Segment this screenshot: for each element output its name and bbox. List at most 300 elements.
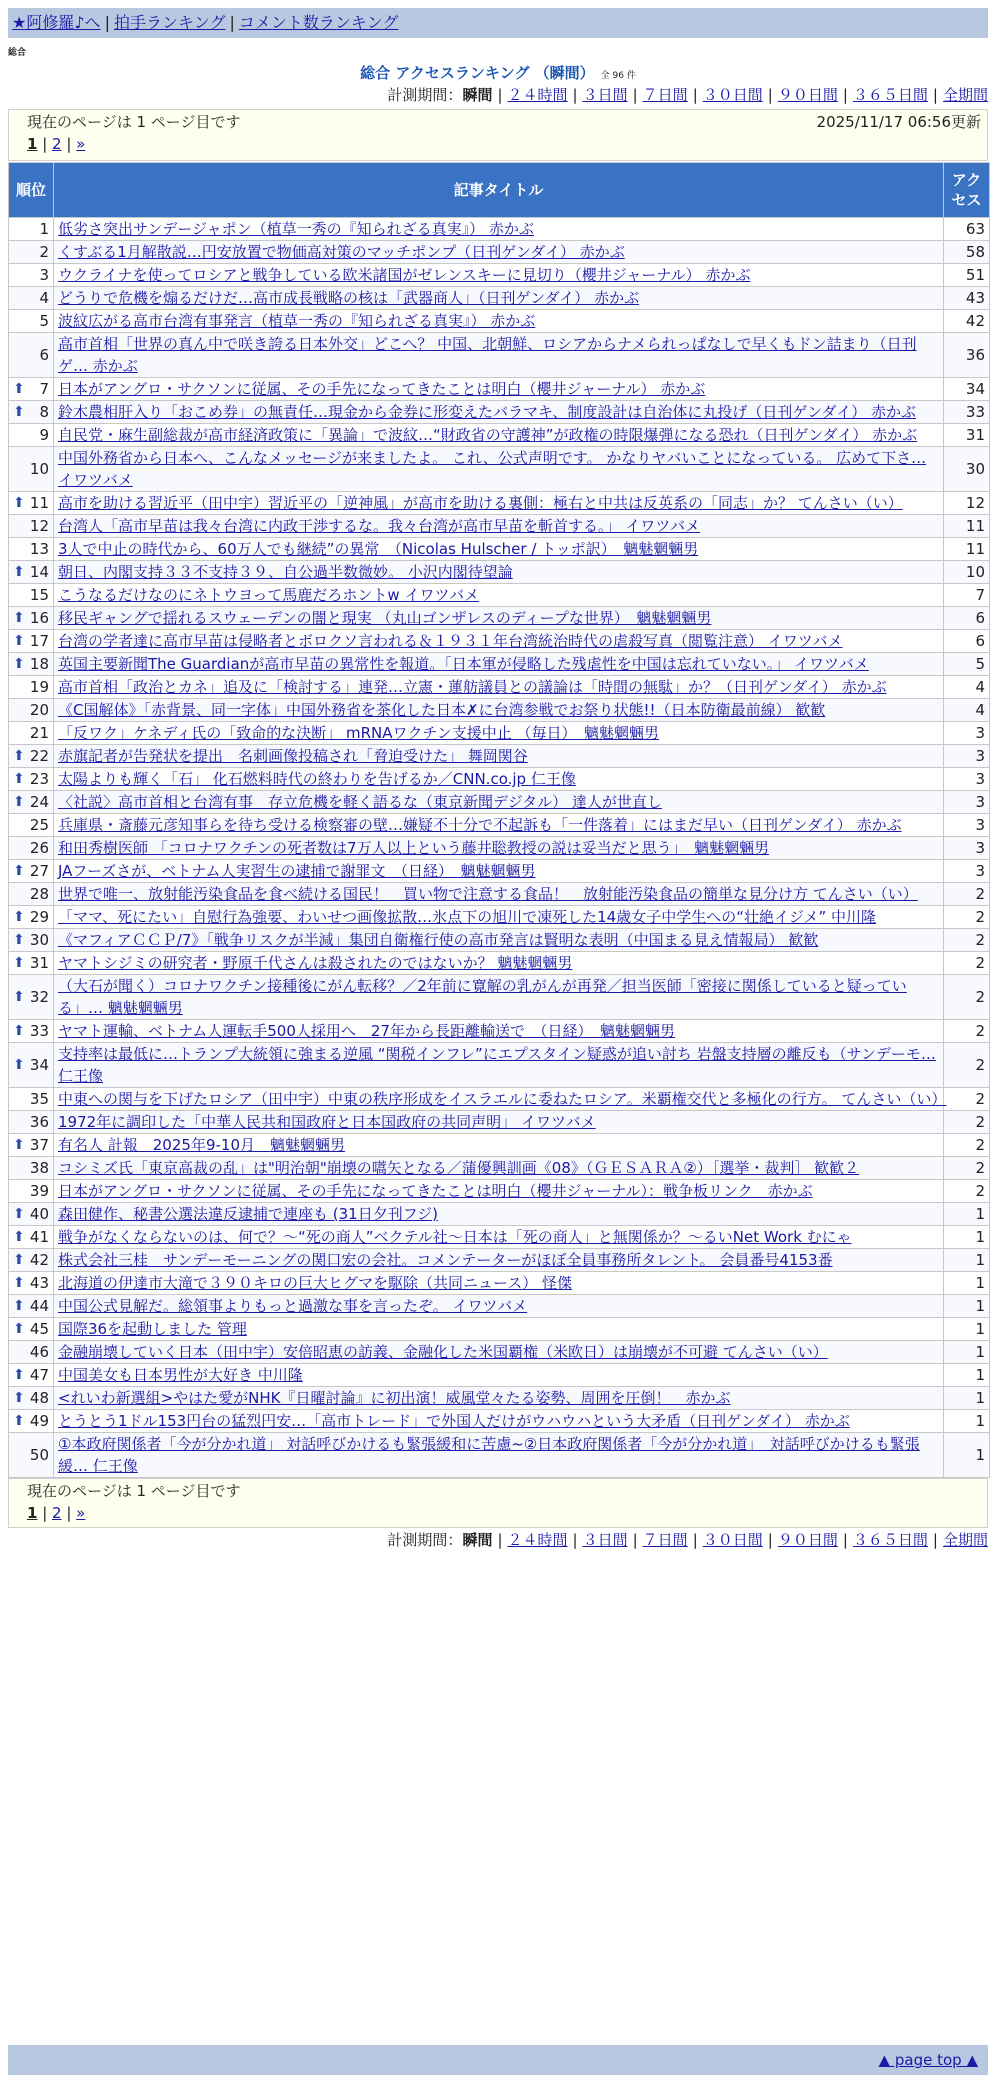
table-row	[9, 883, 990, 906]
table-row	[9, 676, 990, 699]
up-arrow-icon: ⬆	[13, 863, 25, 879]
article-link[interactable]: 赤旗記者が告発状を提出 名刺画像投稿され「脅迫受けた」 舞岡関谷	[58, 747, 528, 765]
nav-separator: |	[229, 13, 235, 32]
period-current: 瞬間	[462, 86, 493, 104]
title-cell	[54, 1020, 944, 1043]
rank-cell	[9, 378, 54, 401]
rank-cell	[9, 653, 54, 676]
article-link[interactable]: 波紋広がる高市台湾有事発言（植草一秀の『知られざる真実』） 赤かぶ	[58, 312, 536, 330]
access-count: 5	[944, 653, 990, 676]
title-header: 記事タイトル	[54, 163, 944, 218]
up-arrow-icon: ⬆	[13, 1057, 25, 1073]
access-count: 4	[944, 676, 990, 699]
access-count: 3	[944, 722, 990, 745]
rank-number: 14	[29, 563, 49, 581]
title-cell	[54, 264, 944, 287]
title-cell	[54, 447, 944, 492]
table-row	[9, 1180, 990, 1203]
rank-cell	[9, 1088, 54, 1111]
table-row	[9, 1157, 990, 1180]
article-link[interactable]: とうとう1ドル153円台の猛烈円安…「高市トレード」で外国人だけがウハウハという大矛盾（日刊ゲンダイ） 赤かぶ	[58, 1412, 850, 1430]
rank-number: 22	[29, 747, 49, 765]
table-row	[9, 424, 990, 447]
page-info-bottom	[8, 1478, 988, 1528]
article-link[interactable]: 朝日、内閣支持３３不支持３９、自公過半数微妙。 小沢内閣待望論	[58, 563, 513, 581]
title-cell	[54, 561, 944, 584]
article-link[interactable]: 森田健作、秘書公選法違反逮捕で連座も (31日夕刊フジ)	[58, 1205, 438, 1223]
table-row	[9, 378, 990, 401]
table-row	[9, 699, 990, 722]
access-count: 2	[944, 1111, 990, 1134]
rank-number: 6	[39, 346, 49, 364]
article-link[interactable]: ヤマト運輸、ベトナム人運転手500人採用へ 27年から長距離輸送で （日経） 魑魅魍魎男	[58, 1022, 675, 1040]
title-cell	[54, 515, 944, 538]
rank-cell	[9, 515, 54, 538]
rank-number: 33	[29, 1022, 49, 1040]
article-link[interactable]: 〈社説〉高市首相と台湾有事 存立危機を軽く語るな（東京新聞デジタル） 達人が世直し	[58, 793, 662, 811]
rank-header: 順位	[9, 163, 54, 218]
rank-cell	[9, 1180, 54, 1203]
title-cell	[54, 333, 944, 378]
table-row	[9, 1203, 990, 1226]
access-count: 1	[944, 1295, 990, 1318]
article-link[interactable]: 「反ワク」ケネディ氏の「致命的な決断」 mRNAワクチン支援中止 （毎日） 魑魅魍魎男	[58, 724, 660, 742]
access-count: 30	[944, 447, 990, 492]
up-arrow-icon: ⬆	[13, 1229, 25, 1245]
pager-next[interactable]: »	[76, 1504, 86, 1522]
article-link[interactable]: 3人で中止の時代から、60万人でも継続”の異常 （Nicolas Hulscher / トッポ訳） 魑魅魍魎男	[58, 540, 699, 558]
access-count: 12	[944, 492, 990, 515]
article-link[interactable]: JAフーズさが、ベトナム人実習生の逮捕で謝罪文 （日経） 魑魅魍魎男	[58, 862, 536, 880]
rank-number: 31	[29, 954, 49, 972]
rank-number: 39	[29, 1182, 49, 1200]
title-cell	[54, 906, 944, 929]
up-arrow-icon: ⬆	[13, 656, 25, 672]
article-link[interactable]: 日本がアングロ・サクソンに従属、その手先になってきたことは明白（櫻井ジャーナル） 赤かぶ	[58, 380, 706, 398]
rank-number: 29	[29, 908, 49, 926]
title-cell	[54, 952, 944, 975]
article-link[interactable]: 高市を助ける習近平（田中宇）習近平の「逆神風」が高市を助ける裏側：極右と中共は反英系の「同志」か？ てんさい（い）	[58, 494, 903, 512]
table-header-row	[9, 163, 990, 218]
rank-number: 42	[29, 1251, 49, 1269]
table-row	[9, 906, 990, 929]
access-count: 2	[944, 929, 990, 952]
title-cell	[54, 768, 944, 791]
table-row	[9, 860, 990, 883]
top-nav	[8, 8, 988, 38]
pager-current: 1	[27, 135, 38, 153]
article-link[interactable]: 中国公式見解だ。総領事よりもっと過激な事を言ったぞ。 イワツバメ	[58, 1297, 528, 1315]
article-link[interactable]: 日本がアングロ・サクソンに従属、その手先になってきたことは明白（櫻井ジャーナル）：戦争板リンク 赤かぶ	[58, 1182, 813, 1200]
period-link[interactable]: ７日間	[642, 86, 688, 104]
period-link[interactable]: 全期間	[942, 1531, 988, 1549]
period-link[interactable]: ２４時間	[507, 1531, 568, 1549]
rank-number: 41	[29, 1228, 49, 1246]
rank-number: 45	[29, 1320, 49, 1338]
article-link[interactable]: 支持率は最低に…トランプ大統領に強まる逆風 “関税インフレ”にエプスタイン疑惑が追い討ち 岩盤支持層の離反も（サンデーモ… 仁王像	[58, 1045, 936, 1085]
rank-cell	[9, 1272, 54, 1295]
rank-number: 50	[29, 1446, 49, 1464]
rank-cell	[9, 676, 54, 699]
article-link[interactable]: ①本政府関係者「今が分かれ道」 対話呼びかけるも緊張緩和に苦慮~②日本政府関係者「今が分かれ道」 対話呼びかけるも緊張緩… 仁王像	[58, 1435, 920, 1475]
rank-number: 9	[39, 426, 49, 444]
rank-number: 27	[29, 862, 49, 880]
title-cell	[54, 1318, 944, 1341]
rank-cell	[9, 883, 54, 906]
rank-number: 3	[39, 266, 49, 284]
article-link[interactable]: 《C国解体》「赤背景、同一字体」中国外務省を茶化した日本✗に台湾参戦でお祭り状態!!（日本防衛最前線） 歓歓	[58, 701, 826, 719]
table-row	[9, 1134, 990, 1157]
title-cell	[54, 1364, 944, 1387]
table-row	[9, 722, 990, 745]
period-separator: |	[692, 1531, 698, 1549]
table-row	[9, 1341, 990, 1364]
pager	[27, 1502, 969, 1524]
access-count: 2	[944, 1088, 990, 1111]
up-arrow-icon: ⬆	[13, 932, 25, 948]
access-count: 2	[944, 1134, 990, 1157]
period-separator: |	[767, 1531, 773, 1549]
rank-cell	[9, 1111, 54, 1134]
rank-number: 49	[29, 1412, 49, 1430]
access-header: アクセス	[944, 163, 990, 218]
up-arrow-icon: ⬆	[13, 1413, 25, 1429]
table-row	[9, 401, 990, 424]
table-row	[9, 975, 990, 1020]
up-arrow-icon: ⬆	[13, 633, 25, 649]
table-row	[9, 768, 990, 791]
rank-number: 5	[39, 312, 49, 330]
article-link[interactable]: 国際36を起動しました 管理	[58, 1320, 247, 1338]
access-count: 3	[944, 837, 990, 860]
article-link[interactable]: 和田秀樹医師 「コロナワクチンの死者数は7万人以上という藤井聡教授の説は妥当だと思う」 魑魅魍魎男	[58, 839, 770, 857]
title-cell	[54, 653, 944, 676]
article-link[interactable]: 中国美女も日本男性が大好き 中川隆	[58, 1366, 303, 1384]
article-link[interactable]: 低劣さ突出サンデージャポン（植草一秀の『知られざる真実』） 赤かぶ	[58, 220, 534, 238]
rank-cell	[9, 1295, 54, 1318]
period-separator: |	[572, 86, 578, 104]
rank-cell	[9, 906, 54, 929]
article-link[interactable]: 株式会社三桂 サンデーモーニングの関口宏の会社。コメンテーターがほぼ全員事務所タレント。 会員番号4153番	[58, 1251, 833, 1269]
pager-separator: |	[61, 1504, 77, 1522]
pager-next[interactable]: »	[76, 135, 86, 153]
rank-cell	[9, 1020, 54, 1043]
rank-number: 4	[39, 289, 49, 307]
pager-link[interactable]: 2	[52, 1504, 62, 1522]
rank-cell	[9, 424, 54, 447]
up-arrow-icon: ⬆	[13, 1252, 25, 1268]
rank-cell	[9, 1203, 54, 1226]
rank-number: 43	[29, 1274, 49, 1292]
access-count: 2	[944, 1020, 990, 1043]
article-link[interactable]: 1972年に調印した「中華人民共和国政府と日本国政府の共同声明」 イワツバメ	[58, 1113, 596, 1131]
up-arrow-icon: ⬆	[13, 564, 25, 580]
access-count: 1	[944, 1226, 990, 1249]
access-count: 3	[944, 768, 990, 791]
current-page-text: 現在のページは 1 ページ目です	[27, 113, 241, 131]
table-row	[9, 1272, 990, 1295]
rank-cell	[9, 1410, 54, 1433]
clap-ranking-link[interactable]: 拍手ランキング	[113, 13, 226, 32]
period-separator: |	[572, 1531, 578, 1549]
table-row	[9, 653, 990, 676]
access-count: 33	[944, 401, 990, 424]
title-cell	[54, 607, 944, 630]
title-cell	[54, 492, 944, 515]
article-link[interactable]: 自民党・麻生副総裁が高市経済政策に「異論」で波紋…“財政省の守護神”が政権の時限爆弾になる恐れ（日刊ゲンダイ） 赤かぶ	[58, 426, 918, 444]
access-count: 3	[944, 814, 990, 837]
rank-cell	[9, 814, 54, 837]
period-separator: |	[932, 86, 938, 104]
period-link[interactable]: ３０日間	[702, 86, 763, 104]
period-link[interactable]: ３０日間	[702, 1531, 763, 1549]
title-cell	[54, 630, 944, 653]
rank-cell	[9, 837, 54, 860]
rank-number: 13	[29, 540, 49, 558]
updated-timestamp: 2025/11/17 06:56更新	[816, 113, 981, 131]
up-arrow-icon: ⬆	[13, 909, 25, 925]
rank-cell	[9, 1364, 54, 1387]
rank-cell	[9, 768, 54, 791]
up-arrow-icon: ⬆	[13, 989, 25, 1005]
access-count: 6	[944, 607, 990, 630]
rank-cell	[9, 333, 54, 378]
table-row	[9, 1410, 990, 1433]
rank-cell	[9, 791, 54, 814]
rank-cell	[9, 1318, 54, 1341]
article-link[interactable]: 北海道の伊達市大滝で３９０キロの巨大ヒグマを駆除（共同ニュース） 怪傑	[58, 1274, 573, 1292]
period-separator: |	[632, 1531, 638, 1549]
title-cell	[54, 378, 944, 401]
up-arrow-icon: ⬆	[13, 1023, 25, 1039]
rank-cell	[9, 492, 54, 515]
access-count: 6	[944, 630, 990, 653]
title-cell	[54, 241, 944, 264]
access-count: 7	[944, 584, 990, 607]
access-count: 1	[944, 1433, 990, 1478]
breadcrumb: 総合	[8, 48, 27, 58]
total-count: 全 96 件	[600, 71, 636, 81]
period-link[interactable]: ７日間	[642, 1531, 688, 1549]
rank-number: 35	[29, 1090, 49, 1108]
table-row	[9, 952, 990, 975]
up-arrow-icon: ⬆	[13, 1206, 25, 1222]
pager-separator: |	[37, 1504, 53, 1522]
article-link[interactable]: コシミズ氏「東京高裁の乱」は"明治朝"崩壊の嚆矢となる／蒲優興訓画《08》（ＧＥＳＡＲＡ②）［選挙・裁判］ 歓歓２	[58, 1159, 860, 1177]
access-count: 1	[944, 1410, 990, 1433]
article-link[interactable]: 有名人 計報 2025年9-10月 魑魅魍魎男	[58, 1136, 345, 1154]
table-row	[9, 1020, 990, 1043]
article-link[interactable]: 中国外務省から日本へ、こんなメッセージが来ましたよ。 これ、公式声明です。 かなりヤバいことになっている。 広めて下さ… イワツバメ	[58, 449, 927, 489]
rank-number: 48	[29, 1389, 49, 1407]
rank-number: 26	[29, 839, 49, 857]
article-link[interactable]: 世界で唯一、放射能汚染食品を食べ続ける国民！ 買い物で注意する食品！ 放射能汚染食品の簡単な見分け方 てんさい（い）	[58, 885, 918, 903]
article-link[interactable]: 兵庫県・斎藤元彦知事らを待ち受ける検察審の壁…嫌疑不十分で不起訴も「一件落着」にはまだ早い（日刊ゲンダイ） 赤かぶ	[58, 816, 902, 834]
up-arrow-icon: ⬆	[13, 955, 25, 971]
rank-cell	[9, 447, 54, 492]
period-link[interactable]: 全期間	[942, 86, 988, 104]
rank-cell	[9, 561, 54, 584]
period-label: 計測期間：	[387, 86, 463, 104]
article-link[interactable]: 鈴木農相肝入り「おこめ券」の無責任…現金から金券に形変えたバラマキ、制度設計は自治体に丸投げ（日刊ゲンダイ） 赤かぶ	[58, 403, 916, 421]
title-cell	[54, 929, 944, 952]
title-cell	[54, 975, 944, 1020]
article-link[interactable]: （大石が聞く）コロナワクチン接種後にがん転移？／2年前に寛解の乳がんが再発／担当医師「密接に関係していると疑っている」… 魑魅魍魎男	[58, 977, 907, 1017]
period-link[interactable]: ３日間	[582, 86, 628, 104]
access-count: 1	[944, 1364, 990, 1387]
pager-link[interactable]: 2	[52, 135, 62, 153]
table-row	[9, 745, 990, 768]
rank-cell	[9, 1341, 54, 1364]
table-row	[9, 584, 990, 607]
period-separator: |	[692, 86, 698, 104]
article-link[interactable]: くすぶる1月解散説…円安放置で物価高対策のマッチポンプ（日刊ゲンダイ） 赤かぶ	[58, 243, 625, 261]
article-link[interactable]: こうなるだけなのにネトウヨって馬鹿だろホントw イワツバメ	[58, 586, 480, 604]
period-link[interactable]: ３６５日間	[852, 1531, 928, 1549]
article-link[interactable]: 台湾の学者達に高市早苗は侵略者とボロクソ言われる＆１９３１年台湾統治時代の虐殺写真（閲覧注意） イワツバメ	[58, 632, 843, 650]
title-cell	[54, 1043, 944, 1088]
article-link[interactable]: <れいわ新選組>やはた愛がNHK『日曜討論』に初出演！威風堂々たる姿勢、周囲を圧倒！ 赤かぶ	[58, 1389, 731, 1407]
article-link[interactable]: どうりで危機を煽るだけだ…高市成長戦略の核は「武器商人」（日刊ゲンダイ） 赤かぶ	[58, 289, 640, 307]
article-link[interactable]: 高市首相「世界の真ん中で咲き誇る日本外交」どこへ？ 中国、北朝鮮、ロシアからナメられっぱなしで早くもドン詰まり（日刊ゲ… 赤かぶ	[58, 335, 917, 375]
title-cell	[54, 538, 944, 561]
rank-cell	[9, 401, 54, 424]
period-link[interactable]: ２４時間	[507, 86, 568, 104]
rank-number: 8	[39, 403, 49, 421]
up-arrow-icon: ⬆	[13, 495, 25, 511]
period-label: 計測期間：	[387, 1531, 463, 1549]
period-separator: |	[497, 1531, 503, 1549]
access-count: 1	[944, 1203, 990, 1226]
access-count: 31	[944, 424, 990, 447]
table-row	[9, 264, 990, 287]
access-count: 1	[944, 1341, 990, 1364]
rank-number: 16	[29, 609, 49, 627]
rank-cell	[9, 929, 54, 952]
article-link[interactable]: 太陽よりも輝く「石」 化石燃料時代の終わりを告げるか／CNN.co.jp 仁王像	[58, 770, 576, 788]
rank-cell	[9, 1226, 54, 1249]
table-row	[9, 515, 990, 538]
rank-number: 10	[29, 460, 49, 478]
article-link[interactable]: 移民ギャングで揺れるスウェーデンの闇と現実 （丸山ゴンザレスのディープな世界） 魑魅魍魎男	[58, 609, 712, 627]
article-link[interactable]: 高市首相「政治とカネ」追及に「検討する」連発…立憲・蓮舫議員との議論は「時間の無駄」か？（日刊ゲンダイ） 赤かぶ	[58, 678, 887, 696]
table-row	[9, 1318, 990, 1341]
rank-number: 36	[29, 1113, 49, 1131]
table-row	[9, 1226, 990, 1249]
title-cell	[54, 310, 944, 333]
rank-number: 37	[29, 1136, 49, 1154]
table-row	[9, 837, 990, 860]
rank-cell	[9, 1134, 54, 1157]
title-cell	[54, 584, 944, 607]
title-cell	[54, 837, 944, 860]
access-count: 2	[944, 1157, 990, 1180]
article-link[interactable]: 金融崩壊していく日本（田中宇）安倍昭恵の訪義、金融化した米国覇権（米欧日）は崩壊が不可避 てんさい（い）	[58, 1343, 828, 1361]
title-cell	[54, 424, 944, 447]
access-count: 10	[944, 561, 990, 584]
access-count: 1	[944, 1249, 990, 1272]
access-count: 2	[944, 952, 990, 975]
period-selector-top	[387, 84, 988, 106]
article-link[interactable]: 「ママ、死にたい」自慰行為強要、わいせつ画像拡散…氷点下の旭川で凍死した14歳女子中学生への“壮絶イジメ” 中川隆	[58, 908, 877, 926]
table-row	[9, 1295, 990, 1318]
page-title-text: 総合 アクセスランキング （瞬間）	[360, 64, 595, 82]
period-link[interactable]: ９０日間	[777, 86, 838, 104]
rank-number: 19	[29, 678, 49, 696]
table-row	[9, 1111, 990, 1134]
table-row	[9, 1043, 990, 1088]
access-count: 3	[944, 745, 990, 768]
title-cell	[54, 1249, 944, 1272]
page-info-top	[8, 109, 988, 161]
rank-cell	[9, 1387, 54, 1410]
nav-separator: |	[104, 13, 110, 32]
home-link[interactable]: ★阿修羅♪へ	[12, 13, 101, 32]
title-cell	[54, 1272, 944, 1295]
rank-number: 1	[39, 220, 49, 238]
title-cell	[54, 722, 944, 745]
up-arrow-icon: ⬆	[13, 381, 25, 397]
period-link[interactable]: ９０日間	[777, 1531, 838, 1549]
rank-number: 20	[29, 701, 49, 719]
article-link[interactable]: 中東への関与を下げたロシア（田中宇）中東の秩序形成をイスラエルに委ねたロシア。米覇権交代と多極化の行方。 てんさい（い）	[58, 1090, 947, 1108]
rank-cell	[9, 218, 54, 241]
rank-number: 18	[29, 655, 49, 673]
title-cell	[54, 883, 944, 906]
table-row	[9, 218, 990, 241]
title-cell	[54, 1203, 944, 1226]
table-row	[9, 310, 990, 333]
rank-number: 34	[29, 1056, 49, 1074]
access-count: 1	[944, 1318, 990, 1341]
article-link[interactable]: 戦争がなくならないのは、何で？～“死の商人”ベクテル社～日本は「死の商人」と無関係か？～るいNet Work むにゃ	[58, 1228, 852, 1246]
article-link[interactable]: 英国主要新聞The Guardianが高市早苗の異常性を報道。「日本軍が侵略した残虐性を中国は忘れていない。」 イワツバメ	[58, 655, 869, 673]
page-top-link[interactable]: ▲ page top ▲	[878, 2051, 978, 2069]
access-count: 2	[944, 1180, 990, 1203]
up-arrow-icon: ⬆	[13, 1275, 25, 1291]
table-row	[9, 287, 990, 310]
title-cell	[54, 1180, 944, 1203]
period-separator: |	[632, 86, 638, 104]
title-cell	[54, 1410, 944, 1433]
title-cell	[54, 814, 944, 837]
article-link[interactable]: 台湾人「高市早苗は我々台湾に内政干渉するな。我々台湾が高市早苗を斬首する。」 イワツバメ	[58, 517, 700, 535]
access-count: 58	[944, 241, 990, 264]
period-link[interactable]: ３６５日間	[852, 86, 928, 104]
article-link[interactable]: ヤマトシジミの研究者・野原千代さんは殺されたのではないか？ 魑魅魍魎男	[58, 954, 573, 972]
article-link[interactable]: 《マフィアＣＣＰ/7》「戦争リスクが半減」集団自衛権行使の高市発言は賢明な表明（中国まる見え情報局） 歓歓	[58, 931, 819, 949]
footer-bar	[8, 2045, 988, 2075]
article-link[interactable]: ウクライナを使ってロシアと戦争している欧米諸国がゼレンスキーに見切り（櫻井ジャーナル） 赤かぶ	[58, 266, 751, 284]
access-count: 1	[944, 1272, 990, 1295]
pager	[27, 133, 969, 155]
up-arrow-icon: ⬆	[13, 1367, 25, 1383]
title-cell	[54, 745, 944, 768]
rank-cell	[9, 699, 54, 722]
rank-number: 44	[29, 1297, 49, 1315]
comment-ranking-link[interactable]: コメント数ランキング	[238, 13, 399, 32]
table-row	[9, 607, 990, 630]
title-cell	[54, 1157, 944, 1180]
period-separator: |	[767, 86, 773, 104]
period-link[interactable]: ３日間	[582, 1531, 628, 1549]
rank-cell	[9, 538, 54, 561]
rank-number: 28	[29, 885, 49, 903]
rank-cell	[9, 952, 54, 975]
rank-cell	[9, 1157, 54, 1180]
table-row	[9, 814, 990, 837]
table-row	[9, 241, 990, 264]
